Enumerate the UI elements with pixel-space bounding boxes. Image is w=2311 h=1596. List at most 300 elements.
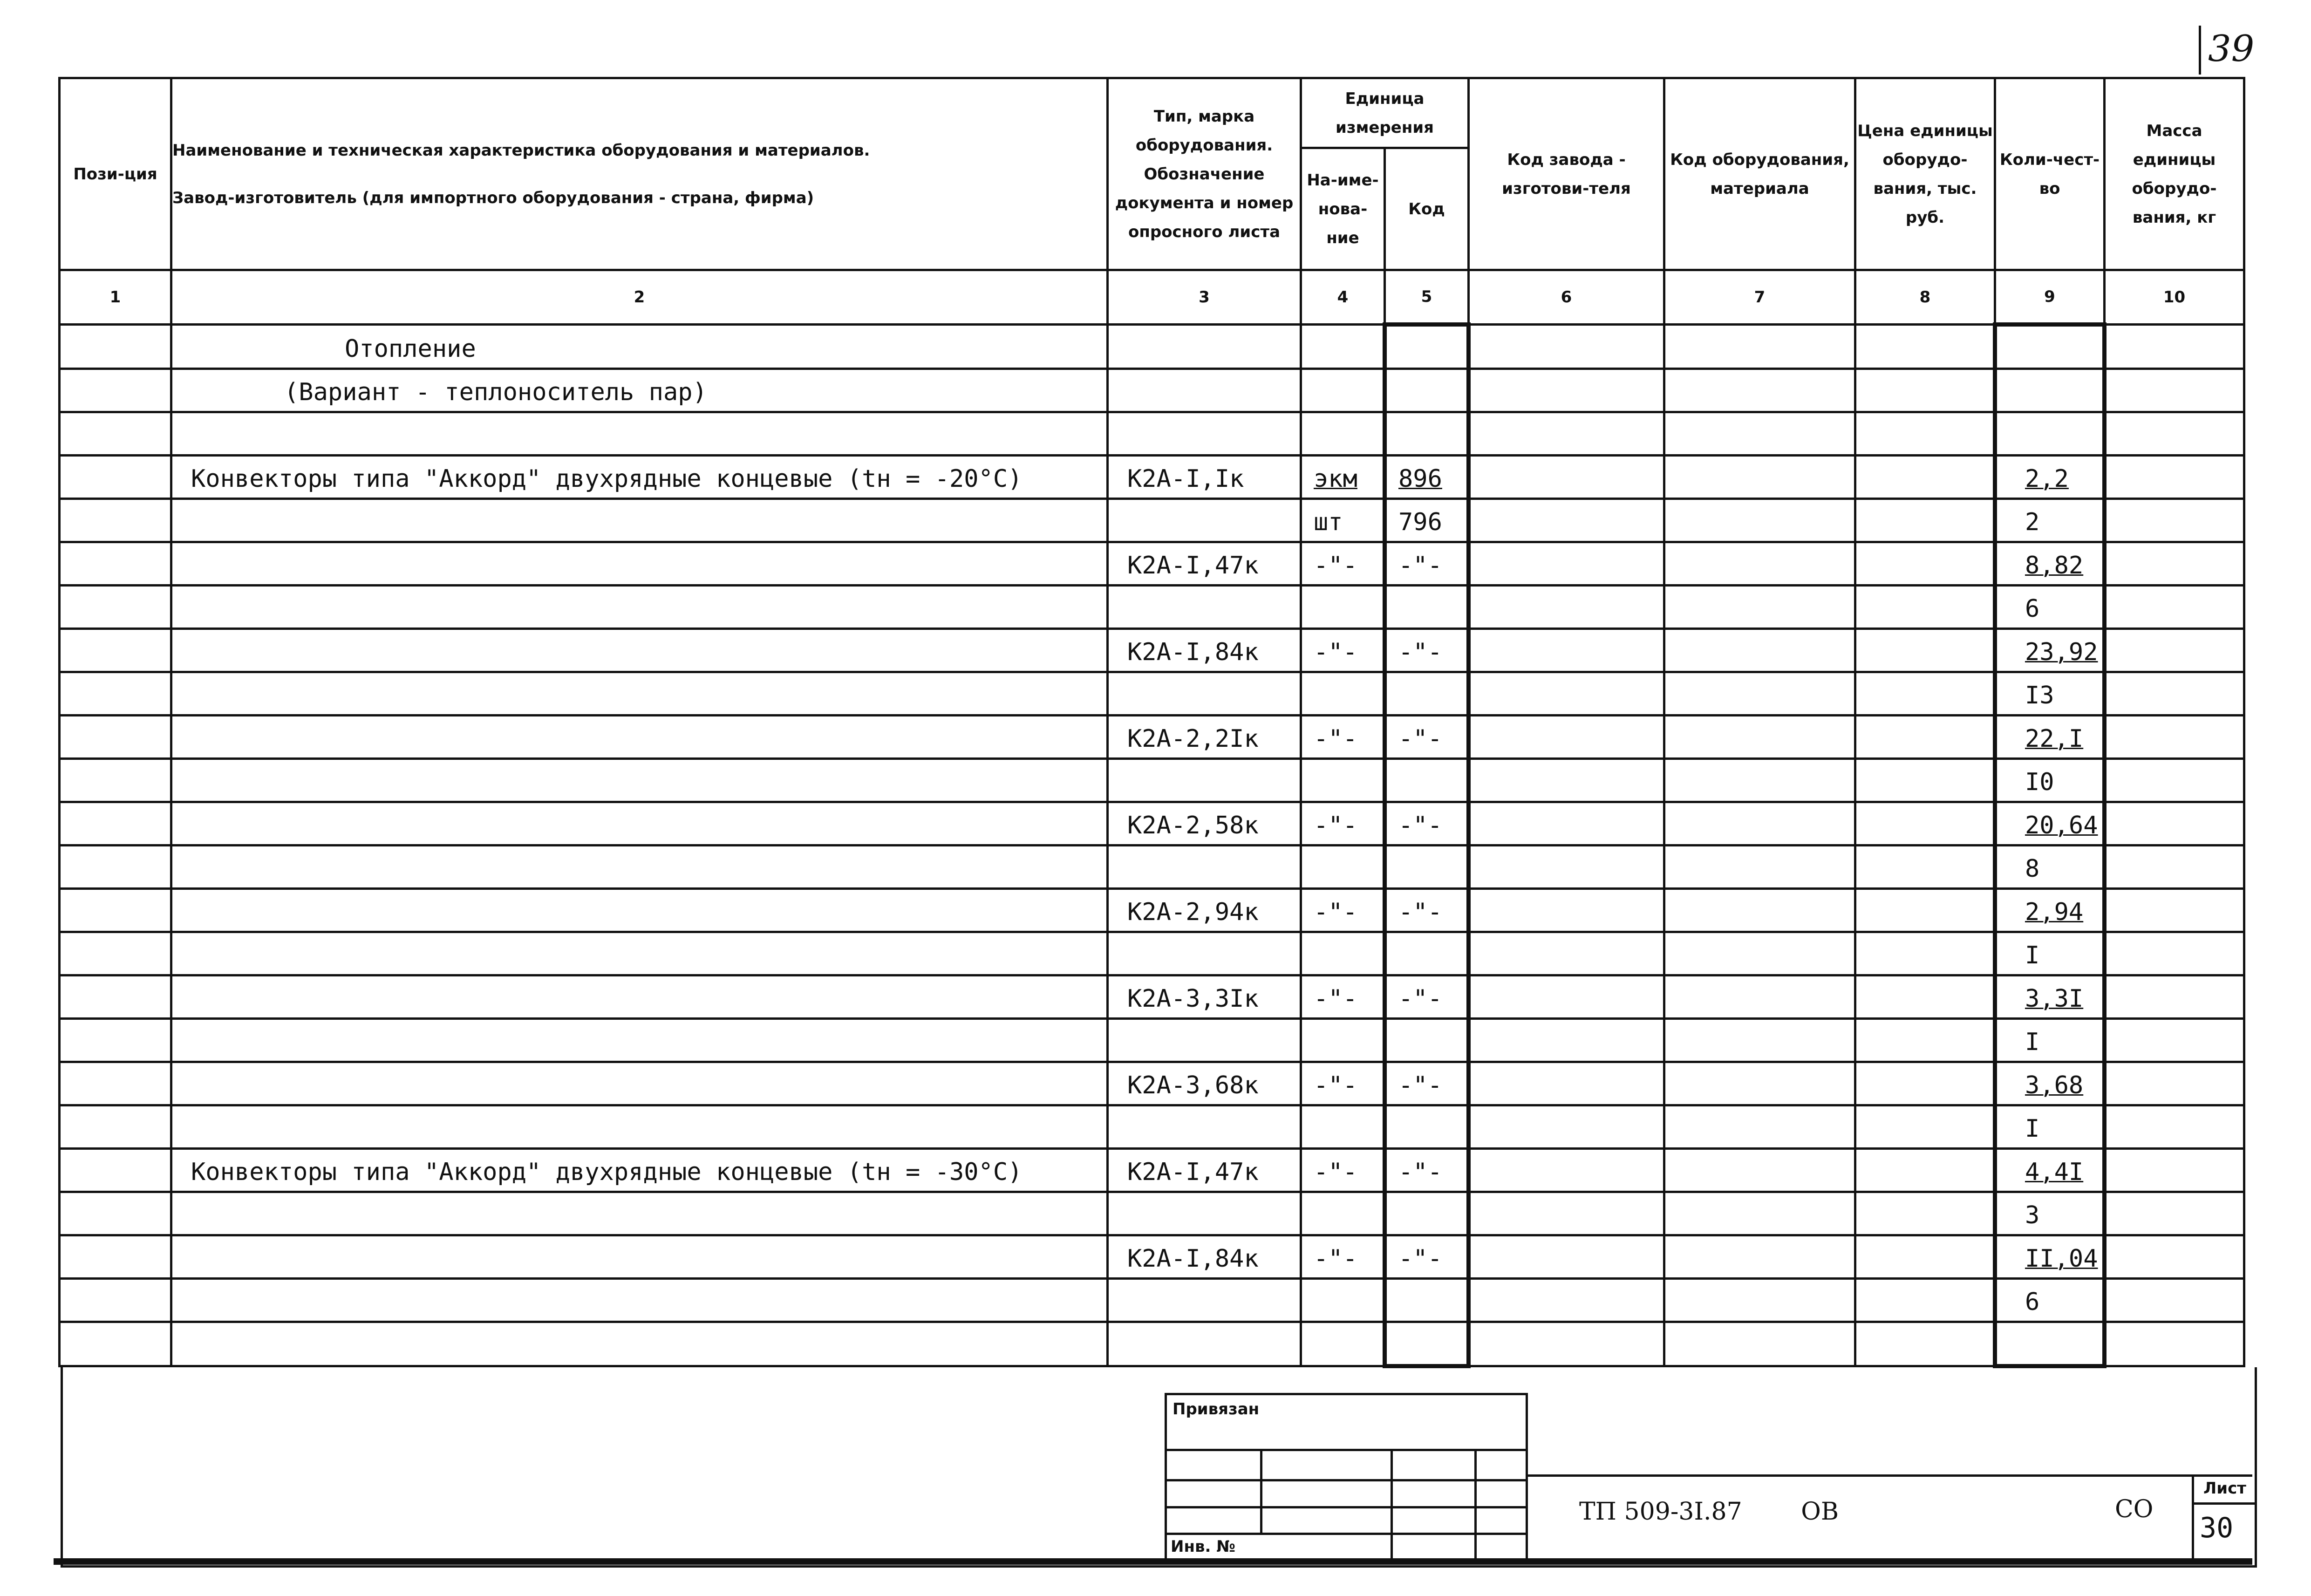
cell-type xyxy=(1108,759,1301,802)
cell-name xyxy=(171,672,1108,716)
cell-quantity: I xyxy=(1995,1019,2105,1062)
cell-equipment-code xyxy=(1664,672,1855,716)
cell-manufacturer xyxy=(1469,932,1664,975)
col-num: 3 xyxy=(1108,270,1301,325)
cell-unit xyxy=(1301,325,1385,369)
cell-name xyxy=(171,1322,1108,1366)
cell-unit: -"- xyxy=(1301,975,1385,1019)
cell-type xyxy=(1108,672,1301,716)
cell-quantity: 4,4I xyxy=(1995,1149,2105,1192)
cell-name: Конвекторы типа "Аккорд" двухрядные концевые (tн = -20°C) xyxy=(171,456,1108,499)
cell-type xyxy=(1108,846,1301,889)
cell-type: К2А-3,68к xyxy=(1108,1062,1301,1105)
cell-manufacturer xyxy=(1469,369,1664,412)
col-num: 8 xyxy=(1855,270,1995,325)
specification-table xyxy=(58,77,2245,1368)
cell-price xyxy=(1855,499,1995,542)
cell-name xyxy=(171,1192,1108,1235)
cell-equipment-code xyxy=(1664,629,1855,672)
title-block-line xyxy=(1528,1474,2252,1477)
header-manufacturer-code: Код завода - изготови-теля xyxy=(1469,78,1664,270)
cell-price xyxy=(1855,1279,1995,1322)
cell-type: К2А-I,47к xyxy=(1108,1149,1301,1192)
cell-price xyxy=(1855,586,1995,629)
page-number-divider xyxy=(2199,26,2201,75)
cell-unit xyxy=(1301,932,1385,975)
cell-code xyxy=(1385,412,1469,456)
stamp-line xyxy=(1167,1533,1526,1535)
cell-position xyxy=(60,629,171,672)
cell-manufacturer xyxy=(1469,716,1664,759)
cell-code xyxy=(1385,1279,1469,1322)
cell-name xyxy=(171,1062,1108,1105)
cell-quantity: I0 xyxy=(1995,759,2105,802)
cell-unit xyxy=(1301,1279,1385,1322)
cell-code: -"- xyxy=(1385,1149,1469,1192)
col-num: 1 xyxy=(60,270,171,325)
stamp-line xyxy=(1167,1449,1526,1451)
cell-manufacturer xyxy=(1469,846,1664,889)
stamp-line xyxy=(1260,1449,1262,1533)
cell-price xyxy=(1855,1192,1995,1235)
cell-type: К2А-2,2Iк xyxy=(1108,716,1301,759)
header-quantity: Коли-чест-во xyxy=(1995,78,2105,270)
cell-position xyxy=(60,716,171,759)
stamp-inv-label: Инв. № xyxy=(1171,1537,1236,1556)
stamp-line xyxy=(1474,1449,1477,1561)
cell-mass xyxy=(2105,456,2244,499)
cell-unit: -"- xyxy=(1301,629,1385,672)
cell-mass xyxy=(2105,1322,2244,1366)
cell-equipment-code xyxy=(1664,846,1855,889)
cell-price xyxy=(1855,932,1995,975)
cell-type xyxy=(1108,412,1301,456)
header-equipment-code: Код оборудования, материала xyxy=(1664,78,1855,270)
cell-position xyxy=(60,542,171,586)
cell-price xyxy=(1855,1235,1995,1279)
cell-quantity: 3,68 xyxy=(1995,1062,2105,1105)
cell-mass xyxy=(2105,586,2244,629)
cell-quantity xyxy=(1995,325,2105,369)
cell-equipment-code xyxy=(1664,716,1855,759)
cell-type xyxy=(1108,1192,1301,1235)
cell-code: 796 xyxy=(1385,499,1469,542)
cell-unit xyxy=(1301,586,1385,629)
cell-code: -"- xyxy=(1385,1235,1469,1279)
cell-position xyxy=(60,1019,171,1062)
cell-equipment-code xyxy=(1664,759,1855,802)
cell-unit xyxy=(1301,1322,1385,1366)
cell-position xyxy=(60,412,171,456)
cell-mass xyxy=(2105,499,2244,542)
cell-manufacturer xyxy=(1469,412,1664,456)
cell-name: Отопление xyxy=(171,325,1108,369)
cell-manufacturer xyxy=(1469,1235,1664,1279)
cell-name: Конвекторы типа "Аккорд" двухрядные концевые (tн = -30°C) xyxy=(171,1149,1108,1192)
cell-quantity: 3,3I xyxy=(1995,975,2105,1019)
cell-unit xyxy=(1301,846,1385,889)
table-row xyxy=(60,1019,2244,1062)
table-row xyxy=(60,1235,2244,1279)
cell-price xyxy=(1855,456,1995,499)
cell-code xyxy=(1385,759,1469,802)
cell-equipment-code xyxy=(1664,499,1855,542)
cell-quantity: 6 xyxy=(1995,1279,2105,1322)
cell-quantity: 23,92 xyxy=(1995,629,2105,672)
col-num: 6 xyxy=(1469,270,1664,325)
table-row xyxy=(60,846,2244,889)
cell-equipment-code xyxy=(1664,1235,1855,1279)
cell-name xyxy=(171,975,1108,1019)
stamp-line xyxy=(1167,1479,1526,1481)
cell-price xyxy=(1855,975,1995,1019)
cell-position xyxy=(60,325,171,369)
cell-mass xyxy=(2105,1019,2244,1062)
cell-mass xyxy=(2105,759,2244,802)
cell-type xyxy=(1108,932,1301,975)
cell-unit xyxy=(1301,369,1385,412)
table-row xyxy=(60,932,2244,975)
cell-mass xyxy=(2105,802,2244,846)
stamp-line xyxy=(1391,1449,1393,1561)
cell-unit xyxy=(1301,1105,1385,1149)
table-row xyxy=(60,975,2244,1019)
table-row xyxy=(60,672,2244,716)
cell-position xyxy=(60,1235,171,1279)
cell-unit xyxy=(1301,1019,1385,1062)
cell-mass xyxy=(2105,932,2244,975)
cell-code xyxy=(1385,1019,1469,1062)
cell-name xyxy=(171,802,1108,846)
cell-mass xyxy=(2105,629,2244,672)
cell-code xyxy=(1385,846,1469,889)
cell-manufacturer xyxy=(1469,1192,1664,1235)
cell-price xyxy=(1855,542,1995,586)
cell-type xyxy=(1108,325,1301,369)
cell-code: -"- xyxy=(1385,629,1469,672)
col-num: 2 xyxy=(171,270,1108,325)
cell-manufacturer xyxy=(1469,1062,1664,1105)
cell-unit xyxy=(1301,759,1385,802)
table-row xyxy=(60,1062,2244,1105)
cell-equipment-code xyxy=(1664,1279,1855,1322)
cell-mass xyxy=(2105,325,2244,369)
table-row xyxy=(60,456,2244,499)
cell-code: -"- xyxy=(1385,1062,1469,1105)
cell-type: К2А-I,84к xyxy=(1108,1235,1301,1279)
cell-type xyxy=(1108,1105,1301,1149)
cell-equipment-code xyxy=(1664,325,1855,369)
cell-manufacturer xyxy=(1469,889,1664,932)
cell-unit: экм xyxy=(1301,456,1385,499)
cell-mass xyxy=(2105,975,2244,1019)
header-mass: Масса единицы оборудо-вания, кг xyxy=(2105,78,2244,270)
table-row xyxy=(60,1322,2244,1366)
cell-mass xyxy=(2105,1235,2244,1279)
header-row-1 xyxy=(60,78,2244,148)
cell-price xyxy=(1855,846,1995,889)
bottom-frame xyxy=(61,1367,2257,1568)
cell-position xyxy=(60,456,171,499)
col-num: 9 xyxy=(1995,270,2105,325)
cell-mass xyxy=(2105,542,2244,586)
cell-type: К2А-2,58к xyxy=(1108,802,1301,846)
cell-manufacturer xyxy=(1469,586,1664,629)
cell-code xyxy=(1385,325,1469,369)
cell-code: -"- xyxy=(1385,802,1469,846)
cell-mass xyxy=(2105,1279,2244,1322)
cell-quantity xyxy=(1995,412,2105,456)
cell-manufacturer xyxy=(1469,542,1664,586)
page-number: 39 xyxy=(2208,28,2255,70)
cell-equipment-code xyxy=(1664,932,1855,975)
doc-code-suffix: ОВ xyxy=(1801,1498,1839,1526)
cell-unit: -"- xyxy=(1301,1062,1385,1105)
cell-unit: -"- xyxy=(1301,1149,1385,1192)
cell-position xyxy=(60,932,171,975)
cell-manufacturer xyxy=(1469,975,1664,1019)
sheet-box-line xyxy=(2194,1502,2255,1505)
document-code xyxy=(1579,1498,1839,1526)
cell-code: -"- xyxy=(1385,975,1469,1019)
cell-quantity: I xyxy=(1995,932,2105,975)
cell-code xyxy=(1385,1105,1469,1149)
cell-manufacturer xyxy=(1469,802,1664,846)
stamp-attached-label: Привязан xyxy=(1173,1400,1260,1419)
cell-equipment-code xyxy=(1664,1322,1855,1366)
cell-mass xyxy=(2105,889,2244,932)
doc-code-text: ТП 509-3I.87 xyxy=(1579,1498,1742,1526)
cell-mass xyxy=(2105,1062,2244,1105)
table-row xyxy=(60,1279,2244,1322)
cell-quantity: II,04 xyxy=(1995,1235,2105,1279)
cell-position xyxy=(60,1279,171,1322)
cell-type: К2А-I,Iк xyxy=(1108,456,1301,499)
cell-unit: -"- xyxy=(1301,716,1385,759)
table-row xyxy=(60,542,2244,586)
cell-equipment-code xyxy=(1664,1149,1855,1192)
table-row xyxy=(60,586,2244,629)
cell-unit: шт xyxy=(1301,499,1385,542)
cell-code: 896 xyxy=(1385,456,1469,499)
cell-price xyxy=(1855,716,1995,759)
cell-equipment-code xyxy=(1664,1062,1855,1105)
table-row xyxy=(60,1105,2244,1149)
cell-manufacturer xyxy=(1469,672,1664,716)
cell-mass xyxy=(2105,1105,2244,1149)
cell-name xyxy=(171,629,1108,672)
col-num: 10 xyxy=(2105,270,2244,325)
cell-quantity: I3 xyxy=(1995,672,2105,716)
cell-position xyxy=(60,889,171,932)
cell-unit: -"- xyxy=(1301,542,1385,586)
cell-name xyxy=(171,889,1108,932)
cell-quantity xyxy=(1995,369,2105,412)
cell-price xyxy=(1855,629,1995,672)
cell-mass xyxy=(2105,369,2244,412)
table-row xyxy=(60,325,2244,369)
cell-unit xyxy=(1301,672,1385,716)
header-unit-code: Код xyxy=(1385,148,1469,270)
header-type: Тип, марка оборудования. Обозначение документа и номер опросного листа xyxy=(1108,78,1301,270)
table-row xyxy=(60,802,2244,846)
header-name-line2: Завод-изготовитель (для импортного оборудования - страна, фирма) xyxy=(172,188,814,207)
cell-equipment-code xyxy=(1664,412,1855,456)
cell-type xyxy=(1108,1322,1301,1366)
cell-mass xyxy=(2105,412,2244,456)
col-num: 7 xyxy=(1664,270,1855,325)
header-name xyxy=(171,78,1108,270)
cell-unit: -"- xyxy=(1301,802,1385,846)
cell-name xyxy=(171,412,1108,456)
cell-equipment-code xyxy=(1664,369,1855,412)
cell-unit xyxy=(1301,412,1385,456)
cell-code: -"- xyxy=(1385,716,1469,759)
table-row xyxy=(60,759,2244,802)
table-row xyxy=(60,499,2244,542)
cell-equipment-code xyxy=(1664,1019,1855,1062)
cell-equipment-code xyxy=(1664,975,1855,1019)
cell-name xyxy=(171,499,1108,542)
table-row xyxy=(60,716,2244,759)
cell-equipment-code xyxy=(1664,1105,1855,1149)
col-num: 4 xyxy=(1301,270,1385,325)
cell-position xyxy=(60,759,171,802)
cell-quantity: 20,64 xyxy=(1995,802,2105,846)
header-name-line1: Наименование и техническая характеристика оборудования и материалов. xyxy=(172,141,870,160)
cell-name: (Вариант - теплоноситель пар) xyxy=(171,369,1108,412)
cell-type xyxy=(1108,1279,1301,1322)
cell-code: -"- xyxy=(1385,542,1469,586)
cell-price xyxy=(1855,889,1995,932)
cell-quantity: 3 xyxy=(1995,1192,2105,1235)
cell-name xyxy=(171,932,1108,975)
header-price: Цена единицы оборудо-вания, тыс. руб. xyxy=(1855,78,1995,270)
sheet-label: Лист xyxy=(2203,1479,2246,1498)
cell-quantity: I xyxy=(1995,1105,2105,1149)
cell-position xyxy=(60,1105,171,1149)
cell-unit xyxy=(1301,1192,1385,1235)
cell-code xyxy=(1385,672,1469,716)
cell-quantity: 8 xyxy=(1995,846,2105,889)
cell-position xyxy=(60,975,171,1019)
cell-equipment-code xyxy=(1664,456,1855,499)
cell-manufacturer xyxy=(1469,1019,1664,1062)
header-unit: Единица измерения xyxy=(1301,78,1469,148)
cell-type: К2А-I,47к xyxy=(1108,542,1301,586)
table-row xyxy=(60,412,2244,456)
cell-type xyxy=(1108,1019,1301,1062)
cell-manufacturer xyxy=(1469,1149,1664,1192)
cell-equipment-code xyxy=(1664,1192,1855,1235)
header-unit-name: На-име-нова-ние xyxy=(1301,148,1385,270)
cell-manufacturer xyxy=(1469,1322,1664,1366)
cell-price xyxy=(1855,802,1995,846)
cell-quantity: 2 xyxy=(1995,499,2105,542)
table-row xyxy=(60,889,2244,932)
cell-unit: -"- xyxy=(1301,1235,1385,1279)
cell-manufacturer xyxy=(1469,759,1664,802)
cell-code xyxy=(1385,369,1469,412)
cell-position xyxy=(60,1062,171,1105)
cell-quantity: 6 xyxy=(1995,586,2105,629)
cell-manufacturer xyxy=(1469,629,1664,672)
cell-unit: -"- xyxy=(1301,889,1385,932)
cell-type: К2А-2,94к xyxy=(1108,889,1301,932)
attachment-stamp xyxy=(1165,1393,1528,1561)
cell-mass xyxy=(2105,672,2244,716)
sheet-number: 30 xyxy=(2200,1512,2234,1544)
cell-name xyxy=(171,586,1108,629)
cell-price xyxy=(1855,412,1995,456)
cell-position xyxy=(60,672,171,716)
table-body xyxy=(60,325,2244,1366)
cell-price xyxy=(1855,759,1995,802)
cell-position xyxy=(60,369,171,412)
cell-manufacturer xyxy=(1469,1279,1664,1322)
cell-mass xyxy=(2105,1149,2244,1192)
table-row xyxy=(60,1192,2244,1235)
cell-price xyxy=(1855,325,1995,369)
cell-price xyxy=(1855,369,1995,412)
cell-name xyxy=(171,1105,1108,1149)
cell-price xyxy=(1855,1019,1995,1062)
cell-type: К2А-I,84к xyxy=(1108,629,1301,672)
cell-position xyxy=(60,802,171,846)
table-row xyxy=(60,629,2244,672)
cell-name xyxy=(171,1235,1108,1279)
cell-equipment-code xyxy=(1664,802,1855,846)
cell-price xyxy=(1855,672,1995,716)
cell-code xyxy=(1385,1192,1469,1235)
cell-position xyxy=(60,499,171,542)
cell-quantity: 8,82 xyxy=(1995,542,2105,586)
cell-quantity xyxy=(1995,1322,2105,1366)
cell-manufacturer xyxy=(1469,499,1664,542)
cell-code xyxy=(1385,932,1469,975)
column-number-row xyxy=(60,270,2244,325)
cell-name xyxy=(171,716,1108,759)
header-position: Пози-ция xyxy=(60,78,171,270)
doc-code-suffix2: СО xyxy=(2115,1495,2154,1523)
cell-position xyxy=(60,586,171,629)
cell-position xyxy=(60,1149,171,1192)
cell-price xyxy=(1855,1105,1995,1149)
cell-equipment-code xyxy=(1664,586,1855,629)
cell-price xyxy=(1855,1322,1995,1366)
cell-manufacturer xyxy=(1469,325,1664,369)
cell-name xyxy=(171,759,1108,802)
cell-mass xyxy=(2105,1192,2244,1235)
cell-position xyxy=(60,846,171,889)
col-num: 5 xyxy=(1385,270,1469,325)
cell-mass xyxy=(2105,716,2244,759)
cell-type xyxy=(1108,369,1301,412)
cell-name xyxy=(171,1019,1108,1062)
cell-code xyxy=(1385,586,1469,629)
cell-type xyxy=(1108,586,1301,629)
cell-position xyxy=(60,1192,171,1235)
cell-quantity: 2,2 xyxy=(1995,456,2105,499)
stamp-line xyxy=(1167,1506,1526,1508)
cell-equipment-code xyxy=(1664,889,1855,932)
cell-equipment-code xyxy=(1664,542,1855,586)
cell-manufacturer xyxy=(1469,456,1664,499)
table-row xyxy=(60,369,2244,412)
cell-name xyxy=(171,542,1108,586)
cell-name xyxy=(171,1279,1108,1322)
cell-code xyxy=(1385,1322,1469,1366)
